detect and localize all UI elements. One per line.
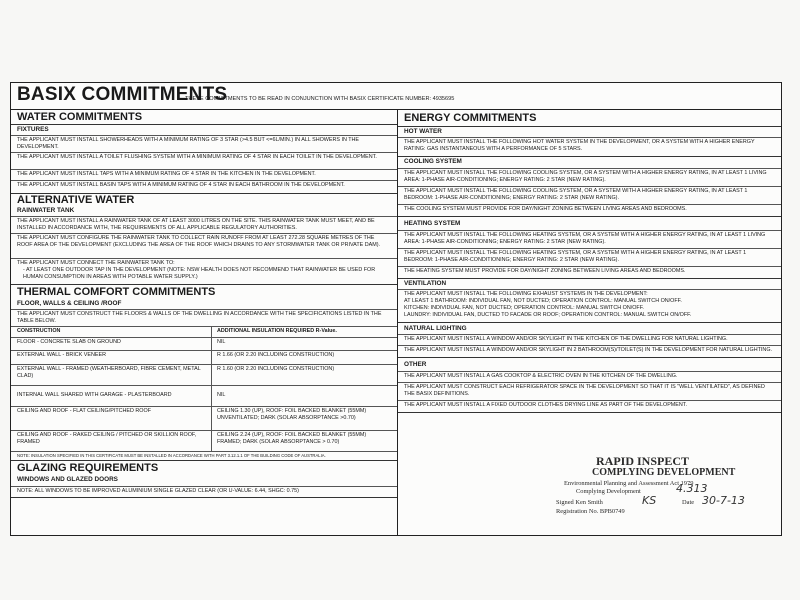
table-row: CEILING AND ROOF - RAKED CEILING / PITCHED OR SKILLION ROOF, FRAMED CEILING 2.24 (UP), ROOF: FOIL BACKED BLANKET (55MM) FRAMED; DARK (SOLAR ABSORPTANCE > 0.70): [11, 430, 397, 451]
fixture-row: THE APPLICANT MUST INSTALL A TOILET FLUSHING SYSTEM WITH A MINIMUM RATING OF 4 STAR IN EACH TOILET IN THE DEVELOPMENT.: [11, 152, 397, 169]
cooling-row: THE COOLING SYSTEM MUST PROVIDE FOR DAY/NIGHT ZONING BETWEEN LIVING AREAS AND BEDROOMS.: [398, 204, 781, 215]
thermal-sub-heading: FLOOR, WALLS & CEILING /ROOF: [17, 300, 122, 307]
hot-water-heading: HOT WATER: [404, 128, 442, 135]
insulation-note: NOTE: INSULATION SPECIFIED IN THIS CERTIFICATE MUST BE INSTALLED IN ACCORDANCE WITH PART 3.12.1.1 OF THE BUILDING CODE OF AUSTRALIA.: [11, 451, 397, 460]
cooling-row: THE APPLICANT MUST INSTALL THE FOLLOWING COOLING SYSTEM, OR A SYSTEM WITH A HIGHER ENERGY RATING, IN AT LEAST 1 LIVING AREA: 1-PHASE AIR-CONDITIONING; ENERGY RATING: 2 STAR (NEW RATING).: [398, 168, 781, 186]
cooling-heading: COOLING SYSTEM: [404, 158, 462, 165]
heating-row: THE APPLICANT MUST INSTALL THE FOLLOWING HEATING SYSTEM, OR A SYSTEM WITH A HIGHER ENERGY RATING, IN AT LEAST 1 BEDROOM: 1-PHASE AIR-CONDITIONING; ENERGY RATING: 2 STAR (NEW RATING).: [398, 248, 781, 266]
stamp-signed: Signed Ken Smith: [556, 499, 603, 506]
other-row: THE APPLICANT MUST CONSTRUCT EACH REFRIGERATOR SPACE IN THE DEVELOPMENT SO THAT IT IS "WELL VENTILATED", AS DEFINED THE BASIX DEFINITIONS.: [398, 382, 781, 400]
table-row: CEILING AND ROOF - FLAT CEILING/PITCHED ROOF CEILING 1.30 (UP), ROOF: FOIL BACKED BLANKET (55MM) UNVENTILATED; DARK (SOLAR ABSORPTANCE >0.70): [11, 406, 397, 430]
handwritten-number: 4.313: [676, 482, 708, 495]
approval-stamp: [556, 452, 766, 522]
glazing-heading: GLAZING REQUIREMENTS: [17, 462, 159, 474]
stamp-act: Environmental Planning and Assessment Act 1979: [564, 480, 694, 487]
rainwater-tank-heading: RAINWATER TANK: [17, 207, 75, 214]
stamp-company: RAPID INSPECT: [596, 454, 690, 468]
glazing-sub-heading: WINDOWS AND GLAZED DOORS: [17, 476, 118, 483]
other-heading: OTHER: [404, 361, 427, 368]
glazing-note: NOTE: ALL WINDOWS TO BE IMPROVED ALUMINIUM SINGLE GLAZED CLEAR (OR U-VALUE: 6.44, SHGC: 0.75): [11, 486, 397, 497]
fixtures-heading: FIXTURES: [17, 126, 49, 133]
tank-row: THE APPLICANT MUST CONNECT THE RAINWATER TANK TO: - AT LEAST ONE OUTDOOR TAP IN THE DEVELOPMENT (NOTE: NSW HEALTH DOES NOT RECOMMEND THAT RAINWATER BE USED FOR HUMAN CONSUMPTION IN AREAS WITH POTABLE WATER SUPPLY.): [11, 258, 397, 283]
lighting-row: THE APPLICANT MUST INSTALL A WINDOW AND/OR SKYLIGHT IN 2 BATHROOM(S)/TOILET(S) IN THE DEVELOPMENT FOR NATURAL LIGHTING.: [398, 345, 781, 357]
fixture-row: THE APPLICANT MUST INSTALL TAPS WITH A MINIMUM RATING OF 4 STAR IN THE KITCHEN IN THE DEVELOPMENT.: [11, 169, 397, 180]
ventilation-row: THE APPLICANT MUST INSTALL THE FOLLOWING EXHAUST SYSTEMS IN THE DEVELOPMENT: AT LEAST 1 BATHROOM: INDIVIDUAL FAN, NOT DUCTED; OPERATION CONTROL: MANUAL SWITCH ON/OFF. KITCHEN: INDIVIDUAL FAN, NOT DUCTED; OPERATION CONTROL: MANUAL SWITCH ON/OFF. LAUNDRY: INDIVIDUAL FAN, DUCTED TO FACADE OR ROOF; OPERATION CONTROL: MANUAL SWITCH ON/OFF.: [398, 289, 781, 321]
stamp-complying: Complying Development: [576, 488, 641, 495]
heating-heading: HEATING SYSTEM: [404, 220, 461, 227]
table-row: FLOOR - CONCRETE SLAB ON GROUND NIL: [11, 337, 397, 350]
energy-heading: ENERGY COMMITMENTS: [404, 112, 537, 124]
thermal-intro: THE APPLICANT MUST CONSTRUCT THE FLOORS & WALLS OF THE DWELLING IN ACCORDANCE WITH THE SPECIFICATIONS LISTED IN THE TABLE BELOW.: [11, 309, 397, 326]
hot-water-row: THE APPLICANT MUST INSTALL THE FOLLOWING HOT WATER SYSTEM IN THE DEVELOPMENT, OR A SYSTEM WITH A HIGHER ENERGY RATING: GAS INSTANTANEOUS WITH A PERFORMANCE OF 5 STARS.: [398, 137, 781, 156]
handwritten-initials: KS: [642, 494, 657, 507]
title-bar: [11, 83, 781, 110]
other-row: THE APPLICANT MUST INSTALL A FIXED OUTDOOR CLOTHES DRYING LINE AS PART OF THE DEVELOPMENT.: [398, 400, 781, 412]
table-row: EXTERNAL WALL - BRICK VENEER R 1.66 (OR 2.20 INCLUDING CONSTRUCTION): [11, 350, 397, 364]
lighting-heading: NATURAL LIGHTING: [404, 325, 467, 332]
document-title: BASIX COMMITMENTS: [17, 84, 228, 105]
lighting-row: THE APPLICANT MUST INSTALL A WINDOW AND/OR SKYLIGHT IN THE KITCHEN OF THE DWELLING FOR NATURAL LIGHTING.: [398, 334, 781, 345]
fixture-row: THE APPLICANT MUST INSTALL SHOWERHEADS WITH A MINIMUM RATING OF 3 STAR (>4.5 BUT <=6L/MIN.) IN ALL SHOWERS IN THE DEVELOPMENT.: [11, 135, 397, 152]
ventilation-heading: VENTILATION: [404, 280, 447, 287]
stamp-registration: Registration No. BPB0749: [556, 508, 625, 515]
handwritten-date: 30-7-13: [702, 494, 745, 507]
left-column: [11, 110, 398, 535]
stamp-date-label: Date: [682, 499, 695, 506]
table-row: INTERNAL WALL SHARED WITH GARAGE - PLASTERBOARD NIL: [11, 385, 397, 406]
document-subtitle: THESE COMMITMENTS TO BE READ IN CONJUNCTION WITH BASIX CERTIFICATE NUMBER: 4935695: [185, 96, 455, 102]
table-row: EXTERNAL WALL - FRAMED (WEATHERBOARD, FIBRE CEMENT, METAL CLAD) R 1.60 (OR 2.20 INCLUDING CONSTRUCTION): [11, 364, 397, 385]
stamp-status: COMPLYING DEVELOPMENT: [592, 467, 736, 478]
tank-row: THE APPLICANT MUST INSTALL A RAINWATER TANK OF AT LEAST 3000 LITRES ON THE SITE. THIS RAINWATER TANK MUST MEET, AND BE INSTALLED IN ACCORDANCE WITH, THE REQUIREMENTS OF ALL APPLICABLE REGULATORY AUTHORITIES.: [11, 216, 397, 233]
heating-row: THE HEATING SYSTEM MUST PROVIDE FOR DAY/NIGHT ZONING BETWEEN LIVING AREAS AND BEDROOMS.: [398, 266, 781, 277]
other-row: THE APPLICANT MUST INSTALL A GAS COOKTOP & ELECTRIC OVEN IN THE KITCHEN OF THE DWELLING.: [398, 371, 781, 382]
thermal-table-header: CONSTRUCTION ADDITIONAL INSULATION REQUIRED R-Value.: [11, 326, 397, 337]
alternative-water-heading: ALTERNATIVE WATER: [17, 194, 135, 206]
tank-row: THE APPLICANT MUST CONFIGURE THE RAINWATER TANK TO COLLECT RAIN RUNOFF FROM AT LEAST 272.28 SQUARE METRES OF THE ROOF AREA OF THE DEVELOPMENT (EXCLUDING THE AREA OF THE ROOF WHICH DRAINS TO ANY STORMWATER TANK OR PRIVATE DAM).: [11, 233, 397, 258]
cooling-row: THE APPLICANT MUST INSTALL THE FOLLOWING COOLING SYSTEM, OR A SYSTEM WITH A HIGHER ENERGY RATING, IN AT LEAST 1 BEDROOM: 1-PHASE AIR-CONDITIONING; ENERGY RATING: 2 STAR (NEW RATING).: [398, 186, 781, 204]
heating-row: THE APPLICANT MUST INSTALL THE FOLLOWING HEATING SYSTEM, OR A SYSTEM WITH A HIGHER ENERGY RATING, IN AT LEAST 1 LIVING AREA: 1-PHASE AIR-CONDITIONING; ENERGY RATING: 2 STAR (NEW RATING).: [398, 230, 781, 248]
thermal-heading: THERMAL COMFORT COMMITMENTS: [17, 286, 216, 298]
fixture-row: THE APPLICANT MUST INSTALL BASIN TAPS WITH A MINIMUM RATING OF 4 STAR IN EACH BATHROOM IN THE DEVELOPMENT.: [11, 180, 397, 192]
water-heading: WATER COMMITMENTS: [17, 111, 143, 123]
